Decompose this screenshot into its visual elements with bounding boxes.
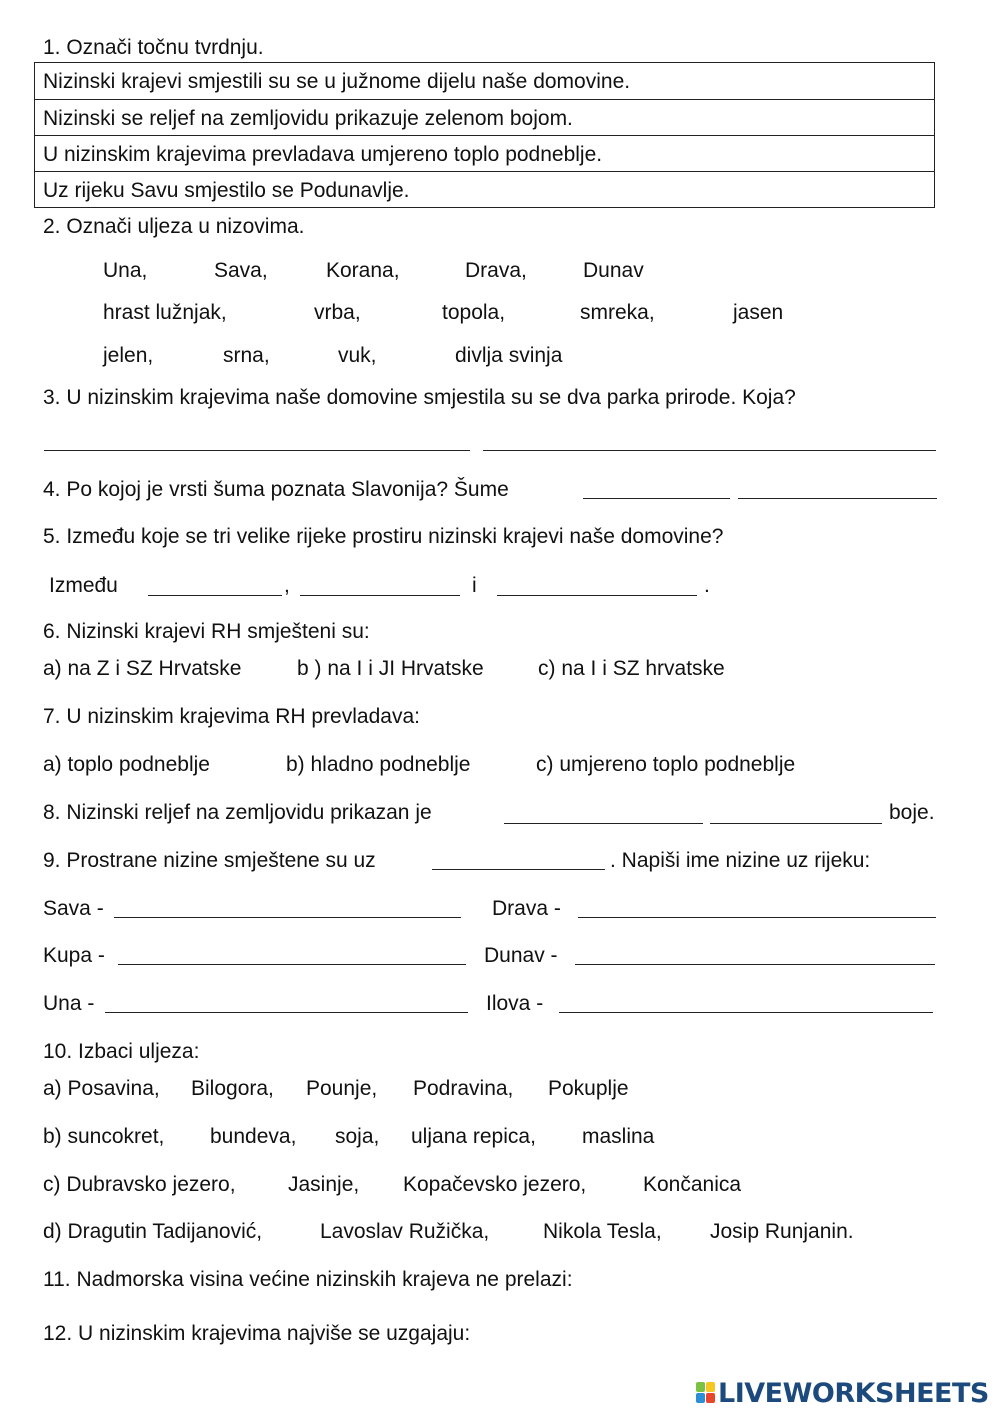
q2-item-srna[interactable]: srna, [223,344,270,367]
q10c-item-jasinje[interactable]: Jasinje, [288,1173,360,1196]
q10a-item-pounje[interactable]: Pounje, [306,1077,378,1100]
q3-answer-2[interactable] [483,450,936,451]
q10b-item-suncokret[interactable]: b) suncokret, [43,1125,165,1148]
q10b-item-soja[interactable]: soja, [335,1125,380,1148]
q9-label-kupa: Kupa - [43,944,105,967]
q6-option-b[interactable]: b ) na I i JI Hrvatske [297,657,484,680]
q6-title: 6. Nizinski krajevi RH smješteni su: [43,620,370,643]
q9-sava-input[interactable] [114,917,461,918]
q10c-item-koncanica[interactable]: Končanica [643,1173,742,1196]
q9-label-una: Una - [43,992,95,1015]
q2-item-divlja-svinja[interactable]: divlja svinja [455,344,563,367]
liveworksheets-logo-text: LIVEWORKSHEETS [718,1377,989,1409]
liveworksheets-logo [696,1378,989,1408]
q2-item-vuk[interactable]: vuk, [338,344,377,367]
q8-title: 8. Nizinski reljef na zemljovidu prikazan je [43,801,432,824]
q2-item-dunav[interactable]: Dunav [583,259,644,282]
q9-label-dunav: Dunav - [484,944,558,967]
q9-kupa-input[interactable] [118,964,466,965]
q10b-item-bundeva[interactable]: bundeva, [210,1125,297,1148]
q8-suffix: boje. [889,801,935,824]
q5-period: . [704,574,710,597]
q9-title: 9. Prostrane nizine smještene su uz [43,849,376,872]
q9-una-input[interactable] [105,1012,468,1013]
q9-dunav-input[interactable] [575,964,935,965]
q2-item-sava[interactable]: Sava, [214,259,268,282]
q10a-item-posavina[interactable]: a) Posavina, [43,1077,160,1100]
q5-and-label: i [472,574,477,597]
q10b-item-uljana-repica[interactable]: uljana repica, [411,1125,536,1148]
q4-answer-2[interactable] [738,498,937,499]
q9-answer-main[interactable] [432,869,605,870]
q10c-item-dubravsko-jezero[interactable]: c) Dubravsko jezero, [43,1173,236,1196]
q4-title: 4. Po kojoj je vrsti šuma poznata Slavonija? Šume [43,478,509,501]
q7-option-b[interactable]: b) hladno podneblje [286,753,471,776]
q8-answer-2[interactable] [710,823,882,824]
liveworksheets-mark-icon [696,1382,716,1404]
q10d-item-ruzicka[interactable]: Lavoslav Ružička, [320,1220,490,1243]
q2-item-hrast[interactable]: hrast lužnjak, [103,301,227,324]
q10d-item-tesla[interactable]: Nikola Tesla, [543,1220,662,1243]
q11-title: 11. Nadmorska visina većine nizinskih krajeva ne prelazi: [43,1268,573,1291]
q3-title: 3. U nizinskim krajevima naše domovine smjestila su se dva parka prirode. Koja? [43,386,796,409]
q12-title: 12. U nizinskim krajevima najviše se uzgajaju: [43,1322,471,1345]
q5-river-1-input[interactable] [148,595,282,596]
q1-title: 1. Označi točnu tvrdnju. [43,36,264,59]
q2-item-drava[interactable]: Drava, [465,259,527,282]
q6-option-a[interactable]: a) na Z i SZ Hrvatske [43,657,242,680]
q2-item-una[interactable]: Una, [103,259,148,282]
q10-title: 10. Izbaci uljeza: [43,1040,200,1063]
q2-item-korana[interactable]: Korana, [326,259,400,282]
q9-drava-input[interactable] [578,917,936,918]
q10d-item-tadijanovic[interactable]: d) Dragutin Tadijanović, [43,1220,263,1243]
q10a-item-pokuplje[interactable]: Pokuplje [548,1077,629,1100]
q5-between-label: Između [49,574,118,597]
q9-label-ilova: Ilova - [486,992,544,1015]
q9-label-drava: Drava - [492,897,561,920]
q3-answer-1[interactable] [44,450,470,451]
q7-title: 7. U nizinskim krajevima RH prevladava: [43,705,420,728]
q1-statement-4[interactable]: Uz rijeku Savu smjestilo se Podunavlje. [35,171,934,207]
q10b-item-maslina[interactable]: maslina [582,1125,655,1148]
q7-option-c[interactable]: c) umjereno toplo podneblje [536,753,796,776]
q5-title: 5. Između koje se tri velike rijeke prostiru nizinski krajevi naše domovine? [43,525,724,548]
q1-statement-1[interactable]: Nizinski krajevi smjestili su se u južnome dijelu naše domovine. [43,70,631,93]
q5-comma: , [284,574,290,597]
q2-title: 2. Označi uljeza u nizovima. [43,215,305,238]
q10d-item-runjanin[interactable]: Josip Runjanin. [710,1220,854,1243]
q1-statement-table [34,62,935,208]
q2-item-topola[interactable]: topola, [442,301,506,324]
q2-item-jasen[interactable]: jasen [733,301,784,324]
q2-item-jelen[interactable]: jelen, [103,344,154,367]
q1-statement-2[interactable]: Nizinski se reljef na zemljovidu prikazuje zelenom bojom. [35,99,934,135]
q2-item-smreka[interactable]: smreka, [580,301,655,324]
q9-suffix: . Napiši ime nizine uz rijeku: [610,849,871,872]
q6-option-c[interactable]: c) na I i SZ hrvatske [538,657,725,680]
q10a-item-podravina[interactable]: Podravina, [413,1077,514,1100]
q5-river-3-input[interactable] [497,595,697,596]
q5-river-2-input[interactable] [300,595,460,596]
q9-label-sava: Sava - [43,897,104,920]
q8-answer-1[interactable] [504,823,703,824]
q4-answer-1[interactable] [583,498,730,499]
q1-statement-3[interactable]: U nizinskim krajevima prevladava umjereno toplo podneblje. [35,135,934,171]
q2-item-vrba[interactable]: vrba, [314,301,361,324]
q9-ilova-input[interactable] [559,1012,933,1013]
q10c-item-kopacevsko-jezero[interactable]: Kopačevsko jezero, [403,1173,587,1196]
q10a-item-bilogora[interactable]: Bilogora, [191,1077,274,1100]
q7-option-a[interactable]: a) toplo podneblje [43,753,210,776]
